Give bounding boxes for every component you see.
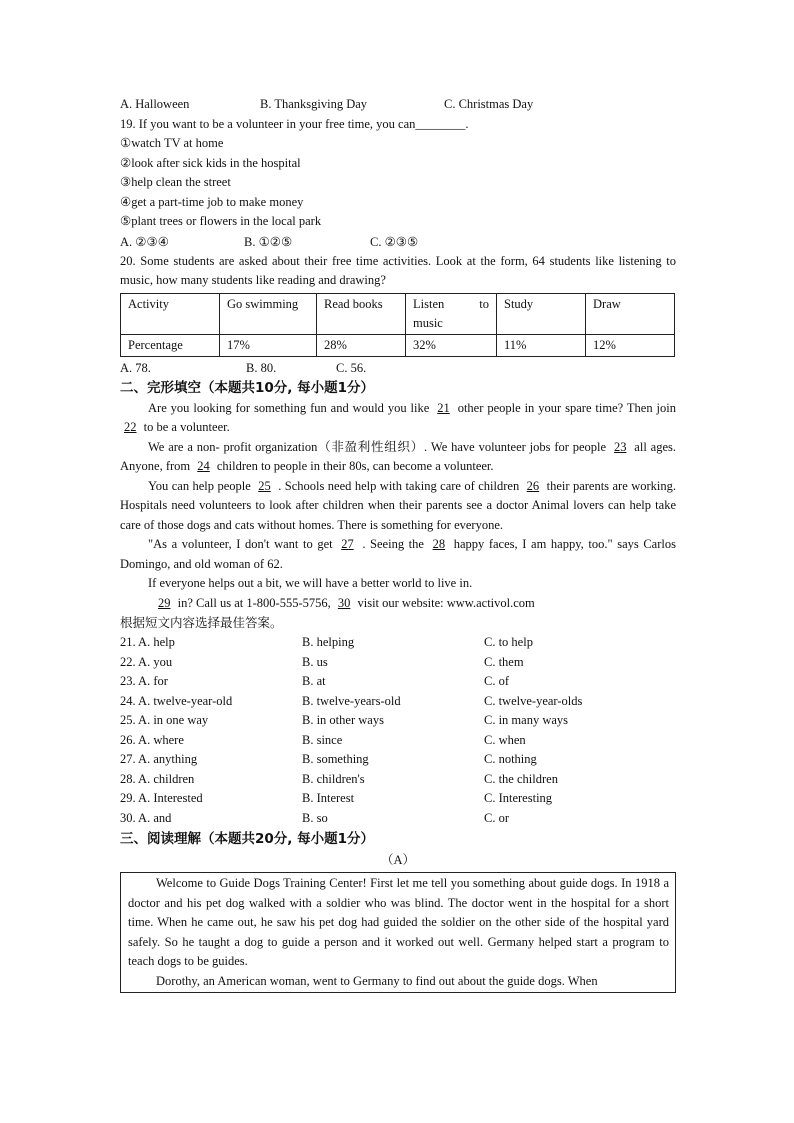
section3-heading: 三、阅读理解（本题共20分, 每小题1分） xyxy=(120,831,375,847)
q20-option-b[interactable]: B. 80. xyxy=(246,360,277,375)
choice-option-b[interactable]: B. us xyxy=(302,654,328,669)
cloze-paragraph-4 xyxy=(120,535,676,574)
table-header-row xyxy=(121,293,675,334)
blank-22[interactable]: 22 xyxy=(124,420,137,434)
choice-option-b[interactable]: B. children's xyxy=(302,771,365,786)
choice-option-b[interactable]: B. twelve-years-old xyxy=(302,693,401,708)
blank-21[interactable]: 21 xyxy=(437,400,450,415)
choice-row xyxy=(120,633,676,653)
choice-option-c[interactable]: C. to help xyxy=(484,635,533,649)
choice-option-b[interactable]: B. since xyxy=(302,732,343,747)
q20-option-a[interactable]: A. 78. xyxy=(120,360,151,375)
q18-option-b[interactable]: B. Thanksgiving Day xyxy=(260,97,368,111)
choice-row xyxy=(120,653,676,673)
table-cell: Activity xyxy=(121,293,220,334)
choice-option-b[interactable]: B. at xyxy=(302,674,326,688)
section2-heading: 二、完形填空（本题共10分, 每小题1分） xyxy=(120,379,375,396)
choice-option-a[interactable]: 26. A. where xyxy=(120,732,184,747)
q18-options xyxy=(120,94,676,114)
choice-option-a[interactable]: 21. A. help xyxy=(120,635,175,649)
q19-item-3: ③help clean the street xyxy=(120,175,231,189)
cloze-choices xyxy=(120,633,676,828)
text: "As a volunteer, I don't want to get xyxy=(148,537,338,551)
q19-options xyxy=(120,232,676,252)
choice-option-c[interactable]: C. or xyxy=(484,810,509,825)
passage-a-box xyxy=(120,872,676,993)
text: You can help people xyxy=(148,478,255,493)
q19-stem: 19. If you want to be a volunteer in your free time, you can________. xyxy=(120,117,469,131)
choice-row xyxy=(120,789,676,809)
choice-option-c[interactable]: C. in many ways xyxy=(484,713,569,727)
choice-row xyxy=(120,809,676,829)
choice-option-c[interactable]: C. twelve-year-olds xyxy=(484,693,583,708)
table-cell: Go swimming xyxy=(220,293,317,334)
cloze-paragraph-6 xyxy=(120,594,676,614)
choice-option-a[interactable]: 25. A. in one way xyxy=(120,713,209,727)
choice-option-b[interactable]: B. something xyxy=(302,752,369,766)
q18-option-c[interactable]: C. Christmas Day xyxy=(444,97,534,111)
choice-option-a[interactable]: 27. A. anything xyxy=(120,752,198,766)
table-cell: Draw xyxy=(586,293,675,334)
blank-23[interactable]: 23 xyxy=(613,439,627,454)
q19-option-c[interactable]: C. ②③⑤ xyxy=(370,234,419,249)
blank-26[interactable]: 26 xyxy=(526,478,540,493)
text: visit our website: www.activol.com xyxy=(354,595,535,610)
table-cell: Read books xyxy=(317,293,406,334)
choice-option-a[interactable]: 23. A. for xyxy=(120,674,168,688)
table-row xyxy=(121,334,675,356)
choice-row xyxy=(120,711,676,731)
q19-option-a[interactable]: A. ②③④ xyxy=(120,234,169,249)
choice-option-a[interactable]: 22. A. you xyxy=(120,654,173,669)
cloze-paragraph-1 xyxy=(120,399,676,438)
q20-option-c[interactable]: C. 56. xyxy=(336,360,367,375)
text: their parents are working. Hospitals need volunteers to look after children when their parents see a doctor Animal lovers can help take care of those dogs and cats without homes. There is something for everyone. xyxy=(120,478,676,532)
passage-a-label: （A） xyxy=(380,853,416,867)
text: We are a non- profit organization（非盈利性组织）. We have volunteer jobs for people xyxy=(148,439,610,454)
text: in? Call us at 1-800-555-5756, xyxy=(174,595,334,610)
text: children to people in their 80s, can become a volunteer. xyxy=(213,459,494,473)
blank-27[interactable]: 27 xyxy=(341,537,354,551)
passage-a-paragraph-2: Dorothy, an American woman, went to Germany to find out about the guide dogs. When xyxy=(156,973,598,988)
blank-24[interactable]: 24 xyxy=(197,459,210,473)
text: other people in your spare time? Then join xyxy=(453,400,676,415)
choice-option-b[interactable]: B. Interest xyxy=(302,791,355,805)
choice-row xyxy=(120,750,676,770)
choice-option-c[interactable]: C. nothing xyxy=(484,752,537,766)
table-cell: 32% xyxy=(406,334,497,356)
exam-page xyxy=(120,94,676,993)
choice-row xyxy=(120,770,676,790)
q19-item-2: ②look after sick kids in the hospital xyxy=(120,155,301,170)
cloze-paragraph-5: If everyone helps out a bit, we will have a better world to live in. xyxy=(148,576,473,590)
blank-25[interactable]: 25 xyxy=(258,478,271,493)
q18-option-a[interactable]: A. Halloween xyxy=(120,97,190,111)
choice-option-a[interactable]: 24. A. twelve-year-old xyxy=(120,693,233,708)
text: happy faces, I am happy, too." says Carlos Domingo, and old woman of 62. xyxy=(120,537,676,571)
choice-option-c[interactable]: C. of xyxy=(484,674,509,688)
choice-option-c[interactable]: C. them xyxy=(484,654,524,669)
choice-option-c[interactable]: C. Interesting xyxy=(484,791,553,805)
text: all ages. Anyone, from xyxy=(120,439,676,473)
listen-to-music-label: Listen to music xyxy=(413,296,489,330)
text: Are you looking for something fun and would you like xyxy=(148,400,434,415)
passage-a-paragraph-1: Welcome to Guide Dogs Training Center! First let me tell you something about guide dogs. In 1918 a doctor and his pet dog walked with a soldier who was blind. The doctor went in the hospital for a short time. When he came out, he saw his pet dog had guided the soldier on the other side of the hospital yard safely. So he taught a dog to guide a person and it worked out well. Germany helped start a program to teach dogs to be guides. xyxy=(128,876,669,968)
choice-option-a[interactable]: 28. A. children xyxy=(120,771,195,786)
choice-option-c[interactable]: C. the children xyxy=(484,771,558,786)
choice-row xyxy=(120,731,676,751)
blank-29[interactable]: 29 xyxy=(158,595,171,610)
q19-option-b[interactable]: B. ①②⑤ xyxy=(244,234,293,249)
choice-row xyxy=(120,692,676,712)
choice-option-c[interactable]: C. when xyxy=(484,732,526,747)
table-cell: 17% xyxy=(220,334,317,356)
q19-item-5: ⑤plant trees or flowers in the local park xyxy=(120,214,322,228)
blank-30[interactable]: 30 xyxy=(337,595,351,610)
q19-item-1: ①watch TV at home xyxy=(120,136,224,150)
q19-item-4: ④get a part-time job to make money xyxy=(120,194,304,209)
table-cell xyxy=(406,293,497,334)
choice-option-a[interactable]: 30. A. and xyxy=(120,810,172,825)
activity-table xyxy=(120,293,675,357)
q20-stem: 20. Some students are asked about their free time activities. Look at the form, 64 students like listening to music, how many students like reading and drawing? xyxy=(120,253,676,287)
table-cell: Percentage xyxy=(121,334,220,356)
text: to be a volunteer. xyxy=(140,420,230,434)
cloze-paragraph-2 xyxy=(120,438,676,477)
table-cell: Study xyxy=(497,293,586,334)
text: . Schools need help with taking care of children xyxy=(274,478,523,493)
choice-option-b[interactable]: B. so xyxy=(302,810,328,825)
choice-option-b[interactable]: B. in other ways xyxy=(302,713,384,727)
cloze-paragraph-3 xyxy=(120,477,676,536)
table-cell: 12% xyxy=(586,334,675,356)
table-cell: 28% xyxy=(317,334,406,356)
blank-28[interactable]: 28 xyxy=(432,537,446,551)
text: . Seeing the xyxy=(357,537,429,551)
choice-option-a[interactable]: 29. A. Interested xyxy=(120,791,203,805)
choice-row xyxy=(120,672,676,692)
cloze-instruction: 根据短文内容选择最佳答案。 xyxy=(120,615,283,630)
choice-option-b[interactable]: B. helping xyxy=(302,635,355,649)
q20-options xyxy=(120,359,676,377)
table-cell: 11% xyxy=(497,334,586,356)
